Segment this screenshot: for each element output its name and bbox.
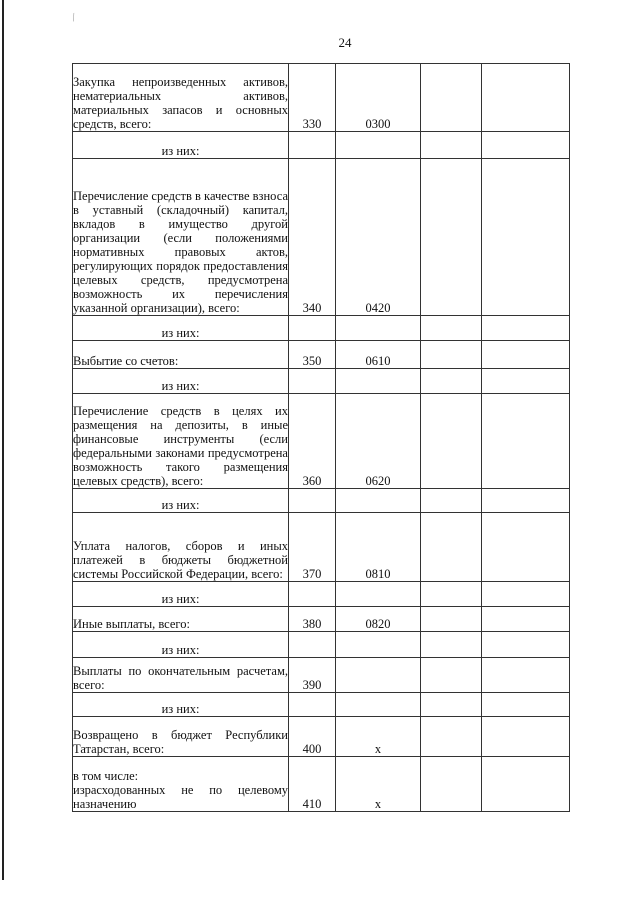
value-cell [482,159,570,316]
line-number-cell [289,693,336,717]
subheader-row [73,632,570,658]
value-cell [482,341,570,369]
value-cell [482,369,570,394]
row-name: Закупка непроизведенных активов, нематериальных активов, материальных запасов и основных средств, всего: [73,64,289,132]
value-cell [421,757,482,812]
row-name: Перечисление средств в качестве взноса в уставный (складочный) капитал, вкладов в имущество другой организации (если положениями нормативных правовых актов, регулирующих порядок предоставления целевых средств, предусмотрена возможность их перечисления указанной организации), всего: [73,159,289,316]
subheader-row [73,582,570,607]
line-number-cell: 330 [289,64,336,132]
subheader-row [73,693,570,717]
value-cell [482,632,570,658]
code-cell: 0300 [336,64,421,132]
subheader-label: из них: [73,693,289,717]
value-cell [421,632,482,658]
code-cell [336,489,421,513]
code-cell: x [336,717,421,757]
row-name: Возвращено в бюджет Республики Татарстан, всего: [73,717,289,757]
row-name: в том числе: израсходованных не по целевому назначению [73,757,289,812]
value-cell [421,513,482,582]
subheader-row [73,489,570,513]
value-cell [421,607,482,632]
row-name: Уплата налогов, сборов и иных платежей в бюджеты бюджетной системы Российской Федерации, всего: [73,513,289,582]
value-cell [421,394,482,489]
subheader-label: из них: [73,369,289,394]
line-number-cell: 390 [289,658,336,693]
table-row [73,64,570,132]
value-cell [421,658,482,693]
line-number-cell [289,316,336,341]
value-cell [421,489,482,513]
subheader-label: из них: [73,632,289,658]
value-cell [482,513,570,582]
code-cell: 0610 [336,341,421,369]
row-name: Перечисление средств в целях их размещения на депозиты, в иные финансовые инструменты (если федеральными законами предусмотрена возможность такого размещения целевых средств), всего: [73,394,289,489]
code-cell [336,369,421,394]
value-cell [482,394,570,489]
value-cell [482,757,570,812]
value-cell [482,717,570,757]
line-number-cell [289,369,336,394]
code-cell [336,316,421,341]
value-cell [421,316,482,341]
report-table [72,63,570,812]
table-row [73,394,570,489]
subheader-label: из них: [73,489,289,513]
line-number-cell: 350 [289,341,336,369]
table-row [73,658,570,693]
code-cell [336,658,421,693]
table-row [73,513,570,582]
page-number: 24 [338,35,352,50]
table-row [73,159,570,316]
table-row [73,757,570,812]
code-cell [336,693,421,717]
table-row [73,341,570,369]
code-cell: 0420 [336,159,421,316]
value-cell [421,717,482,757]
row-name: Выбытие со счетов: [73,341,289,369]
code-cell: 0620 [336,394,421,489]
value-cell [421,369,482,394]
line-number-cell: 340 [289,159,336,316]
code-cell [336,132,421,159]
value-cell [482,489,570,513]
line-number-cell [289,582,336,607]
line-number-cell [289,132,336,159]
subheader-label: из них: [73,316,289,341]
value-cell [421,64,482,132]
scan-mark: / [70,9,77,25]
code-cell [336,632,421,658]
value-cell [421,693,482,717]
code-cell [336,582,421,607]
row-name: Выплаты по окончательным расчетам, всего: [73,658,289,693]
line-number-cell: 370 [289,513,336,582]
subheader-label: из них: [73,132,289,159]
code-cell: 0810 [336,513,421,582]
table-row [73,607,570,632]
subheader-row [73,316,570,341]
value-cell [421,159,482,316]
code-cell: x [336,757,421,812]
value-cell [482,132,570,159]
row-name: Иные выплаты, всего: [73,607,289,632]
line-number-cell: 360 [289,394,336,489]
line-number-cell [289,489,336,513]
value-cell [482,607,570,632]
line-number-cell: 380 [289,607,336,632]
code-cell: 0820 [336,607,421,632]
value-cell [482,582,570,607]
subheader-row [73,132,570,159]
line-number-cell: 400 [289,717,336,757]
value-cell [421,341,482,369]
value-cell [482,316,570,341]
value-cell [482,693,570,717]
table-row [73,717,570,757]
line-number-cell: 410 [289,757,336,812]
value-cell [421,582,482,607]
left-margin-rule [2,0,4,880]
value-cell [482,64,570,132]
value-cell [482,658,570,693]
value-cell [421,132,482,159]
subheader-label: из них: [73,582,289,607]
subheader-row [73,369,570,394]
line-number-cell [289,632,336,658]
